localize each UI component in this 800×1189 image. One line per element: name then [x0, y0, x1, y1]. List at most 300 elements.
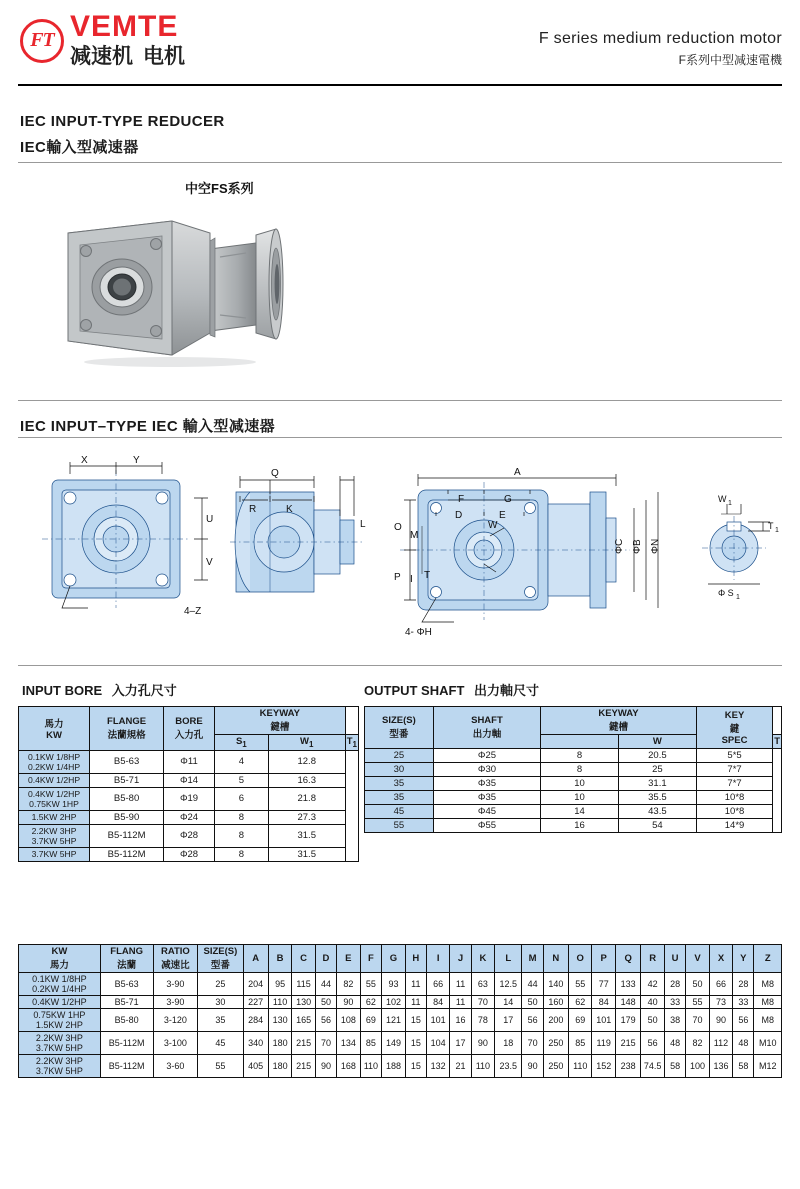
cell-H: 11 — [405, 973, 426, 996]
svg-text:T: T — [768, 521, 774, 531]
cell-Y: 28 — [733, 973, 754, 996]
product-photo-caption: 中空FS系列 — [185, 181, 254, 196]
th-key-cn: 鍵 — [729, 723, 740, 735]
cell-G: 149 — [382, 1032, 406, 1055]
svg-text:R: R — [249, 504, 257, 515]
input-bore-title — [22, 680, 177, 699]
cell-E: 108 — [337, 1009, 361, 1032]
cell-N: 250 — [543, 1032, 568, 1055]
th-col-O: O — [569, 945, 592, 973]
svg-text:U: U — [206, 514, 214, 525]
cell-M: 70 — [522, 1032, 543, 1055]
table-row — [365, 763, 782, 777]
section1-title-cn: IEC輸入型减速器 — [20, 139, 139, 156]
svg-text:L: L — [360, 519, 366, 530]
cell-X: 73 — [709, 996, 733, 1009]
section3-divider — [18, 665, 782, 666]
cell-V: 55 — [686, 996, 710, 1009]
cell-size: 35 — [198, 1009, 243, 1032]
cell-kw: 2.2KW 3HP 3.7KW 5HP — [19, 1055, 101, 1078]
cell-P: 119 — [592, 1032, 616, 1055]
table-row — [19, 996, 782, 1009]
cell-C: 165 — [292, 1009, 316, 1032]
cell-O: 110 — [569, 1055, 592, 1078]
cell-Q: 148 — [615, 996, 640, 1009]
cell-D: 44 — [315, 973, 336, 996]
cell-w: 14 — [541, 805, 619, 819]
cell-flange: B5-63 — [100, 973, 153, 996]
cell-w: 8 — [541, 763, 619, 777]
cell-V: 82 — [686, 1032, 710, 1055]
cell-flange: B5-71 — [90, 773, 164, 787]
cell-bore: Φ28 — [164, 824, 215, 847]
cell-U: 38 — [665, 1009, 686, 1032]
th-key — [696, 707, 772, 749]
cell-Q: 133 — [615, 973, 640, 996]
table-header-row — [19, 945, 782, 973]
th-key-spec: SPEC — [721, 734, 748, 746]
cell-M: 44 — [522, 973, 543, 996]
cell-U: 48 — [665, 1032, 686, 1055]
cell-F: 62 — [360, 996, 382, 1009]
th-w: W — [618, 735, 696, 749]
cell-X: 136 — [709, 1055, 733, 1078]
svg-text:P: P — [394, 572, 401, 583]
cell-D: 50 — [315, 996, 336, 1009]
cell-t: 54 — [618, 819, 696, 833]
cell-R: 42 — [641, 973, 665, 996]
cell-I: 84 — [426, 996, 450, 1009]
th-keyway-en: KEYWAY — [259, 708, 300, 719]
cell-kw: 2.2KW 3HP 3.7KW 5HP — [19, 1032, 101, 1055]
cell-w: 8 — [214, 847, 268, 861]
cell-J: 11 — [450, 973, 471, 996]
technical-drawings — [18, 432, 782, 647]
th-size — [365, 707, 434, 749]
cell-t: 35.5 — [618, 791, 696, 805]
th-col-B: B — [268, 945, 292, 973]
cell-G: 188 — [382, 1055, 406, 1078]
th-size: SIZE(S) 型番 — [198, 945, 243, 973]
th-col-G: G — [382, 945, 406, 973]
cell-B: 180 — [268, 1055, 292, 1078]
th-key-en: KEY — [724, 709, 745, 721]
cell-L: 12.5 — [495, 973, 522, 996]
cell-spec: 5*5 — [696, 749, 772, 763]
cell-J: 11 — [450, 996, 471, 1009]
th-col-J: J — [450, 945, 471, 973]
table-row — [19, 1032, 782, 1055]
cell-size: 55 — [365, 819, 434, 833]
table-header-row — [365, 707, 782, 735]
cell-P: 84 — [592, 996, 616, 1009]
cell-size: 30 — [365, 763, 434, 777]
svg-text:T: T — [424, 570, 431, 581]
th-col-A: A — [243, 945, 268, 973]
cell-O: 85 — [569, 1032, 592, 1055]
cell-flange: B5-71 — [100, 996, 153, 1009]
cell-E: 168 — [337, 1055, 361, 1078]
cell-t: 12.8 — [268, 750, 345, 773]
cell-B: 130 — [268, 1009, 292, 1032]
svg-text:W: W — [488, 520, 498, 531]
cell-t: 31.5 — [268, 824, 345, 847]
svg-text:ΦC: ΦC — [614, 538, 625, 554]
cell-I: 66 — [426, 973, 450, 996]
cell-kw: 1.5KW 2HP — [19, 810, 90, 824]
cell-K: 90 — [471, 1032, 494, 1055]
cell-flange: B5-112M — [90, 824, 164, 847]
cell-I: 101 — [426, 1009, 450, 1032]
logo-mark-icon — [20, 19, 64, 63]
table-row — [365, 805, 782, 819]
section2-top-divider — [18, 400, 782, 401]
dimension-table — [18, 944, 782, 1078]
th-shaft-en: SHAFT — [471, 715, 503, 726]
cell-E: 134 — [337, 1032, 361, 1055]
svg-text:Q: Q — [271, 468, 279, 479]
th-kw-cn: 馬力 — [44, 718, 64, 730]
logo-brand-en: VEMTE — [70, 10, 179, 43]
cell-R: 74.5 — [641, 1055, 665, 1078]
th-col-Y: Y — [733, 945, 754, 973]
th-col-F: F — [360, 945, 382, 973]
cell-U: 33 — [665, 996, 686, 1009]
svg-text:D: D — [455, 510, 463, 521]
cell-spec: 14*9 — [696, 819, 772, 833]
section1-divider — [18, 162, 782, 163]
svg-text:E: E — [499, 510, 506, 521]
cell-R: 56 — [641, 1032, 665, 1055]
svg-text:O: O — [394, 522, 402, 533]
table-row — [19, 750, 359, 773]
cell-size: 35 — [365, 777, 434, 791]
cell-N: 250 — [543, 1055, 568, 1078]
th-keyway — [214, 707, 345, 735]
cell-bore: Φ11 — [164, 750, 215, 773]
cell-U: 58 — [665, 1055, 686, 1078]
cell-F: 69 — [360, 1009, 382, 1032]
table-row — [19, 1009, 782, 1032]
cell-D: 90 — [315, 1055, 336, 1078]
svg-text:M: M — [410, 530, 419, 541]
header-divider — [18, 84, 782, 86]
table-row — [19, 1055, 782, 1078]
cell-flange: B5-90 — [90, 810, 164, 824]
cell-w: 5 — [214, 773, 268, 787]
th-t: T — [774, 736, 780, 747]
table-row — [19, 773, 359, 787]
svg-text:1: 1 — [728, 500, 732, 507]
table-row — [19, 810, 359, 824]
cell-shaft: Φ45 — [433, 805, 540, 819]
cell-size: 35 — [365, 791, 434, 805]
svg-text:G: G — [504, 494, 512, 505]
cell-size: 45 — [198, 1032, 243, 1055]
cell-K: 70 — [471, 996, 494, 1009]
cell-C: 115 — [292, 973, 316, 996]
cell-Y: 56 — [733, 1009, 754, 1032]
cell-V: 70 — [686, 1009, 710, 1032]
th-col-E: E — [337, 945, 361, 973]
th-kw: KW 馬力 — [19, 945, 101, 973]
cell-t: 21.8 — [268, 787, 345, 810]
cell-C: 130 — [292, 996, 316, 1009]
header-title-en: F series medium reduction motor — [538, 30, 782, 47]
cell-size: 45 — [365, 805, 434, 819]
output-shaft-title-en: OUTPUT SHAFT — [364, 683, 465, 698]
cell-A: 405 — [243, 1055, 268, 1078]
cell-H: 15 — [405, 1055, 426, 1078]
th-keyway — [541, 707, 697, 735]
cell-L: 17 — [495, 1009, 522, 1032]
cell-C: 215 — [292, 1032, 316, 1055]
th-keyway-cn: 鍵槽 — [608, 722, 628, 733]
cell-U: 28 — [665, 973, 686, 996]
cell-Y: 48 — [733, 1032, 754, 1055]
cell-flange: B5-80 — [90, 787, 164, 810]
th-col-M: M — [522, 945, 543, 973]
cell-w: 10 — [541, 777, 619, 791]
cell-shaft: Φ25 — [433, 749, 540, 763]
cell-kw: 0.1KW 1/8HP 0.2KW 1/4HP — [19, 973, 101, 996]
cell-spec: 10*8 — [696, 791, 772, 805]
cell-M: 50 — [522, 996, 543, 1009]
cell-F: 110 — [360, 1055, 382, 1078]
th-kw-en: KW — [46, 729, 62, 741]
cell-bore: Φ19 — [164, 787, 215, 810]
cell-ratio: 3-100 — [153, 1032, 198, 1055]
cell-H: 15 — [405, 1032, 426, 1055]
svg-text:4–Z: 4–Z — [184, 606, 202, 617]
cell-L: 18 — [495, 1032, 522, 1055]
th-s1: $S_1$ — [214, 735, 268, 751]
th-col-Q: Q — [615, 945, 640, 973]
cell-t: 25 — [618, 763, 696, 777]
cell-t: 20.5 — [618, 749, 696, 763]
section2-title: IEC INPUT–TYPE IEC 輸入型减速器 — [20, 418, 276, 435]
th-col-R: R — [641, 945, 665, 973]
cell-H: 15 — [405, 1009, 426, 1032]
cell-J: 16 — [450, 1009, 471, 1032]
input-bore-title-en: INPUT BORE — [22, 683, 103, 698]
th-keyway-cn: 鍵槽 — [270, 722, 290, 733]
th-size-en: SIZE(S) — [382, 715, 416, 726]
cell-V: 50 — [686, 973, 710, 996]
cell-flange: B5-63 — [90, 750, 164, 773]
cell-E: 90 — [337, 996, 361, 1009]
cell-J: 21 — [450, 1055, 471, 1078]
svg-text:F: F — [458, 494, 465, 505]
product-photo — [60, 205, 320, 370]
logo-brand-cn — [70, 45, 185, 69]
output-shaft-title-cn: 出力軸尺寸 — [474, 683, 540, 698]
th-size-cn: 型番 — [389, 729, 409, 740]
cell-B: 110 — [268, 996, 292, 1009]
cell-A: 284 — [243, 1009, 268, 1032]
th-col-K: K — [471, 945, 494, 973]
th-flange: FLANG 法蘭 — [100, 945, 153, 973]
cell-R: 40 — [641, 996, 665, 1009]
table-row — [19, 847, 359, 861]
cell-w: 8 — [214, 810, 268, 824]
cell-K: 78 — [471, 1009, 494, 1032]
cell-P: 77 — [592, 973, 616, 996]
cell-kw: 0.75KW 1HP 1.5KW 2HP — [19, 1009, 101, 1032]
table-header-row — [19, 707, 359, 735]
cell-w: 10 — [541, 791, 619, 805]
th-col-X: X — [709, 945, 733, 973]
cell-shaft: Φ55 — [433, 819, 540, 833]
output-shaft-title — [364, 680, 539, 699]
cell-w: 8 — [214, 824, 268, 847]
cell-K: 63 — [471, 973, 494, 996]
cell-C: 215 — [292, 1055, 316, 1078]
cell-t: 31.1 — [618, 777, 696, 791]
th-col-D: D — [315, 945, 336, 973]
cell-A: 204 — [243, 973, 268, 996]
cell-size: 25 — [198, 973, 243, 996]
th-phis-row — [541, 735, 619, 749]
cell-L: 14 — [495, 996, 522, 1009]
th-col-L: L — [495, 945, 522, 973]
input-bore-table — [18, 706, 359, 862]
table-row — [365, 749, 782, 763]
cell-shaft: Φ35 — [433, 777, 540, 791]
section1-title-en: IEC INPUT-TYPE REDUCER — [20, 113, 225, 130]
cell-B: 95 — [268, 973, 292, 996]
cell-X: 112 — [709, 1032, 733, 1055]
cell-flange: B5-112M — [100, 1055, 153, 1078]
cell-ratio: 3-90 — [153, 973, 198, 996]
cell-kw: 0.4KW 1/2HP — [19, 996, 101, 1009]
cell-R: 50 — [641, 1009, 665, 1032]
cell-size: 30 — [198, 996, 243, 1009]
cell-O: 55 — [569, 973, 592, 996]
header-title-block — [539, 30, 782, 68]
cell-Z: M8 — [754, 1009, 782, 1032]
cell-w: 8 — [541, 749, 619, 763]
cell-flange: B5-112M — [90, 847, 164, 861]
svg-text:K: K — [286, 504, 293, 515]
svg-text:X: X — [81, 455, 88, 466]
cell-w: 16 — [541, 819, 619, 833]
logo-brand-cn-2: 电机 — [143, 45, 185, 68]
output-shaft-table — [364, 706, 782, 833]
cell-flange: B5-112M — [100, 1032, 153, 1055]
header-title-cn: F系列中型减速電機 — [678, 53, 782, 67]
cell-M: 90 — [522, 1055, 543, 1078]
cell-t: 16.3 — [268, 773, 345, 787]
cell-M: 56 — [522, 1009, 543, 1032]
cell-G: 102 — [382, 996, 406, 1009]
cell-t: 31.5 — [268, 847, 345, 861]
svg-text:Φ S: Φ S — [718, 588, 734, 598]
cell-H: 11 — [405, 996, 426, 1009]
th-col-U: U — [665, 945, 686, 973]
cell-ratio: 3-60 — [153, 1055, 198, 1078]
cell-Q: 179 — [615, 1009, 640, 1032]
cell-Y: 58 — [733, 1055, 754, 1078]
svg-text:1: 1 — [736, 594, 740, 601]
cell-spec: 7*7 — [696, 763, 772, 777]
cell-flange: B5-80 — [100, 1009, 153, 1032]
cell-bore: Φ24 — [164, 810, 215, 824]
cell-spec: 10*8 — [696, 805, 772, 819]
table-row — [365, 777, 782, 791]
cell-shaft: Φ30 — [433, 763, 540, 777]
cell-kw: 0.4KW 1/2HP — [19, 773, 90, 787]
cell-size: 55 — [198, 1055, 243, 1078]
cell-ratio: 3-120 — [153, 1009, 198, 1032]
cell-N: 160 — [543, 996, 568, 1009]
svg-text:1: 1 — [775, 527, 779, 534]
cell-N: 200 — [543, 1009, 568, 1032]
th-flange-cn: 法蘭規格 — [107, 729, 146, 741]
cell-ratio: 3-90 — [153, 996, 198, 1009]
svg-text:ΦN: ΦN — [650, 538, 661, 554]
cell-P: 152 — [592, 1055, 616, 1078]
cell-Q: 215 — [615, 1032, 640, 1055]
cell-Z: M10 — [754, 1032, 782, 1055]
cell-I: 104 — [426, 1032, 450, 1055]
svg-text:W: W — [718, 494, 727, 504]
cell-w: 4 — [214, 750, 268, 773]
th-col-Z: Z — [754, 945, 782, 973]
th-col-C: C — [292, 945, 316, 973]
cell-X: 90 — [709, 1009, 733, 1032]
cell-t: 27.3 — [268, 810, 345, 824]
cell-bore: Φ28 — [164, 847, 215, 861]
th-kw — [19, 707, 90, 751]
cell-Z: M8 — [754, 973, 782, 996]
cell-N: 140 — [543, 973, 568, 996]
th-col-P: P — [592, 945, 616, 973]
th-col-V: V — [686, 945, 710, 973]
th-col-I: I — [426, 945, 450, 973]
cell-D: 56 — [315, 1009, 336, 1032]
cell-kw: 0.4KW 1/2HP 0.75KW 1HP — [19, 787, 90, 810]
cell-w: 6 — [214, 787, 268, 810]
cell-E: 82 — [337, 973, 361, 996]
table-row — [365, 819, 782, 833]
cell-K: 110 — [471, 1055, 494, 1078]
svg-text:Y: Y — [133, 455, 140, 466]
cell-kw: 3.7KW 5HP — [19, 847, 90, 861]
svg-text:ΦB: ΦB — [632, 539, 643, 554]
cell-G: 121 — [382, 1009, 406, 1032]
th-keyway-en: KEYWAY — [598, 708, 639, 719]
cell-shaft: Φ35 — [433, 791, 540, 805]
cell-J: 17 — [450, 1032, 471, 1055]
th-ratio: RATIO 减速比 — [153, 945, 198, 973]
cell-Z: M8 — [754, 996, 782, 1009]
cell-V: 100 — [686, 1055, 710, 1078]
cell-spec: 7*7 — [696, 777, 772, 791]
th-col-H: H — [405, 945, 426, 973]
cell-O: 69 — [569, 1009, 592, 1032]
table-row — [19, 973, 782, 996]
svg-text:I: I — [410, 574, 413, 585]
th-col-N: N — [543, 945, 568, 973]
table-row — [19, 824, 359, 847]
th-shaft-cn: 出力軸 — [472, 729, 502, 740]
cell-bore: Φ14 — [164, 773, 215, 787]
logo-mark-text: FT — [30, 29, 54, 52]
cell-F: 85 — [360, 1032, 382, 1055]
th-t1: $T_1$ — [346, 736, 357, 749]
cell-L: 23.5 — [495, 1055, 522, 1078]
